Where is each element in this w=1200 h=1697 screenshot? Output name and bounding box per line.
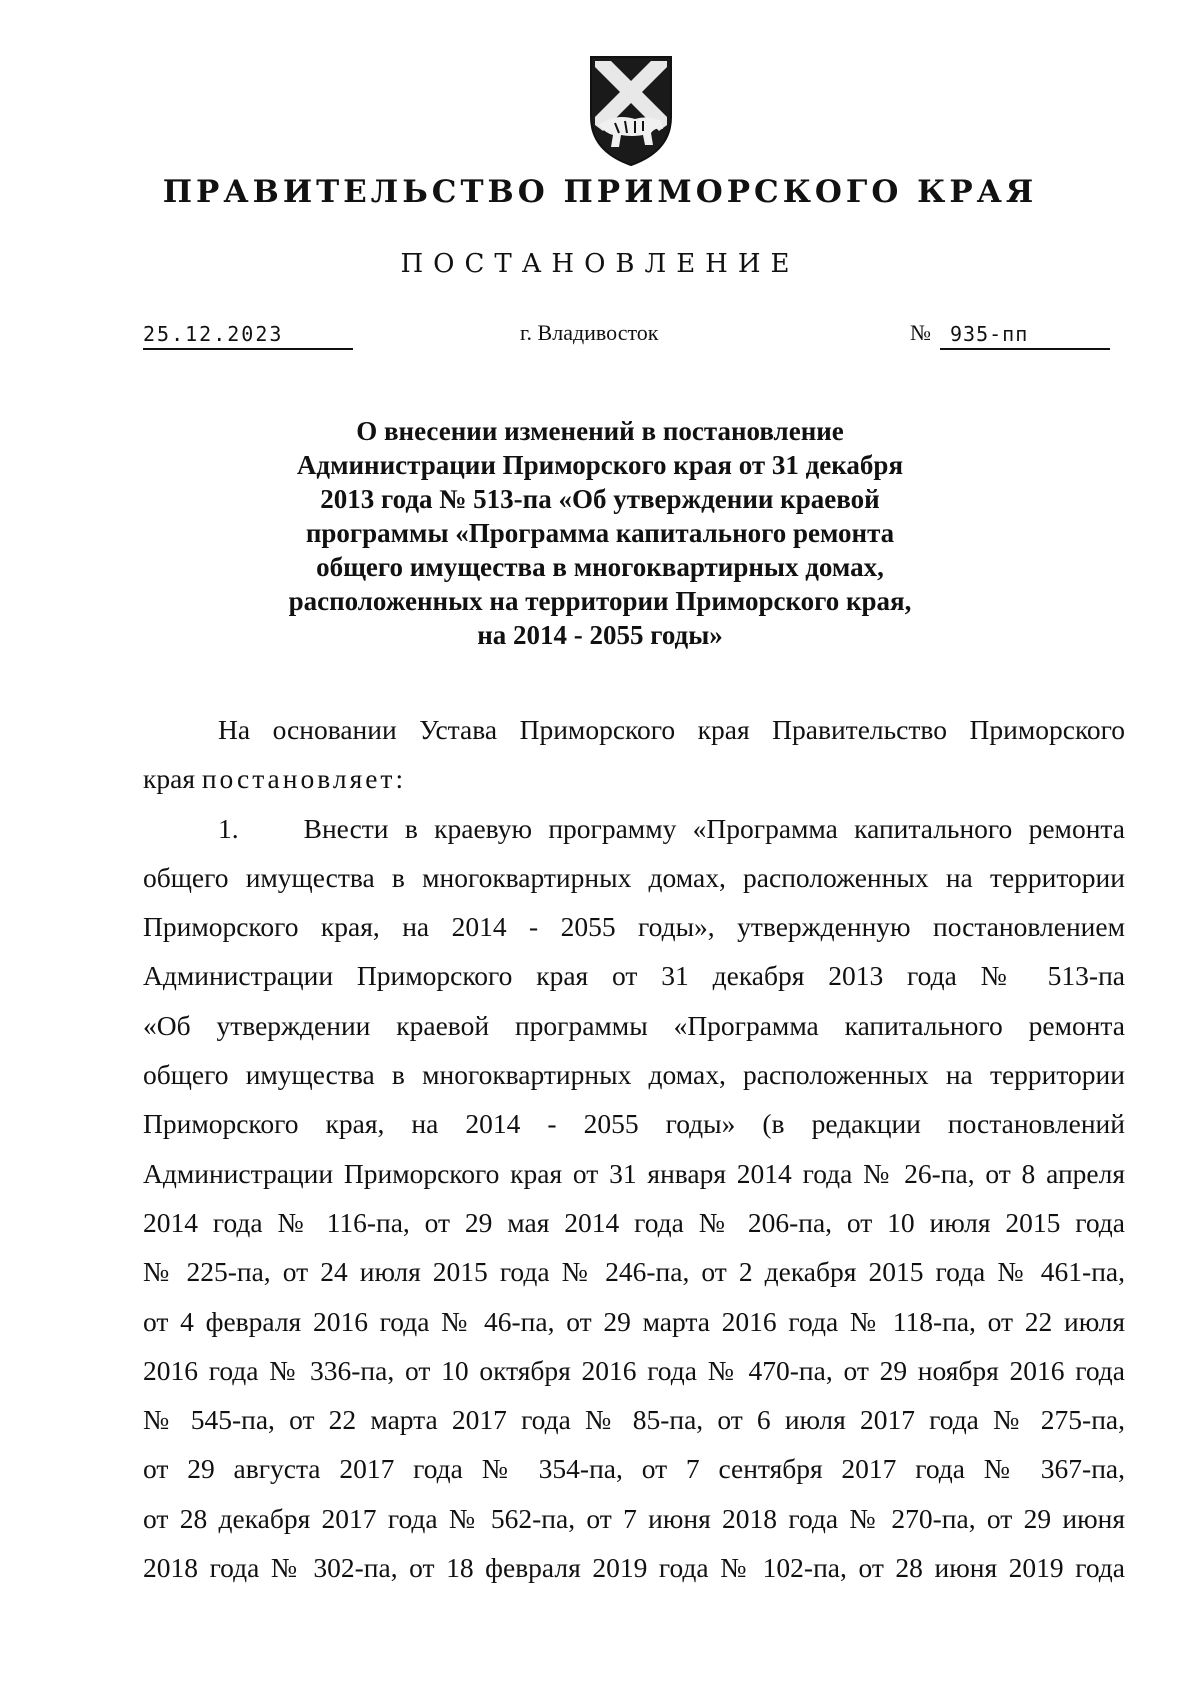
preamble-prefix: края bbox=[143, 763, 202, 795]
item-1-text: Внести в краевую программу «Программа капитального ремонта bbox=[303, 812, 1125, 844]
item-1-number: 1. bbox=[218, 812, 239, 844]
body-line: общего имущества в многоквартирных домах, расположенных на территории bbox=[143, 1059, 1125, 1091]
body-line: 2014 года № 116-па, от 29 мая 2014 года № 206-па, от 10 июля 2015 года bbox=[143, 1206, 1125, 1238]
title-line: Администрации Приморского края от 31 декабря bbox=[296, 450, 904, 480]
coat-of-arms-icon bbox=[585, 55, 677, 167]
body-line: от 29 августа 2017 года № 354-па, от 7 сентября 2017 года № 367-па, bbox=[143, 1453, 1125, 1485]
resolves-word: постановляет: bbox=[201, 763, 407, 795]
document-body bbox=[143, 705, 1125, 1592]
date-underline bbox=[143, 348, 353, 350]
body-line: от 28 декабря 2017 года № 562-па, от 7 июня 2018 года № 270-па, от 29 июня bbox=[143, 1502, 1125, 1534]
body-line: общего имущества в многоквартирных домах, расположенных на территории bbox=[143, 861, 1125, 893]
item-1-first-line bbox=[143, 804, 1125, 853]
body-line: Приморского края, на 2014 - 2055 годы» (в редакции постановлений bbox=[143, 1108, 1125, 1140]
number-sign: № bbox=[910, 320, 931, 345]
title-line: 2013 года № 513-па «Об утверждении краевой bbox=[320, 484, 880, 514]
title-line: на 2014 - 2055 годы» bbox=[477, 620, 723, 650]
document-number: 935-пп bbox=[950, 322, 1029, 346]
body-line: 2018 года № 302-па, от 18 февраля 2019 года № 102-па, от 28 июня 2019 года bbox=[143, 1552, 1125, 1584]
document-title bbox=[200, 414, 1000, 652]
preamble-line: На основании Устава Приморского края Правительство Приморского bbox=[218, 714, 1125, 745]
body-line: «Об утверждении краевой программы «Программа капитального ремонта bbox=[143, 1009, 1125, 1041]
preamble-line bbox=[143, 754, 1125, 803]
title-line: общего имущества в многоквартирных домах, bbox=[316, 552, 884, 582]
document-date: 25.12.2023 bbox=[143, 322, 284, 346]
body-line: Администрации Приморского края от 31 декабря 2013 года № 513-па bbox=[143, 960, 1125, 992]
title-line: программы «Программа капитального ремонта bbox=[305, 518, 895, 548]
number-underline bbox=[940, 348, 1110, 350]
document-place: г. Владивосток bbox=[520, 320, 659, 345]
body-line: 2016 года № 336-па, от 10 октября 2016 года № 470-па, от 29 ноября 2016 года bbox=[143, 1354, 1125, 1386]
document-type: ПОСТАНОВЛЕНИЕ bbox=[400, 249, 800, 279]
body-line: № 225-па, от 24 июля 2015 года № 246-па, от 2 декабря 2015 года № 461-па, bbox=[143, 1256, 1125, 1288]
body-line: Администрации Приморского края от 31 января 2014 года № 26-па, от 8 апреля bbox=[143, 1157, 1125, 1189]
authority-name: ПРАВИТЕЛЬСТВО ПРИМОРСКОГО КРАЯ bbox=[162, 174, 1038, 210]
title-line: О внесении изменений в постановление bbox=[356, 416, 844, 446]
body-line: от 4 февраля 2016 года № 46-па, от 29 марта 2016 года № 118-па, от 22 июля bbox=[143, 1305, 1125, 1337]
title-line: расположенных на территории Приморского края, bbox=[288, 586, 912, 616]
body-line: Приморского края, на 2014 - 2055 годы», утвержденную постановлением bbox=[143, 911, 1125, 943]
body-line: № 545-па, от 22 марта 2017 года № 85-па, от 6 июля 2017 года № 275-па, bbox=[143, 1404, 1125, 1436]
